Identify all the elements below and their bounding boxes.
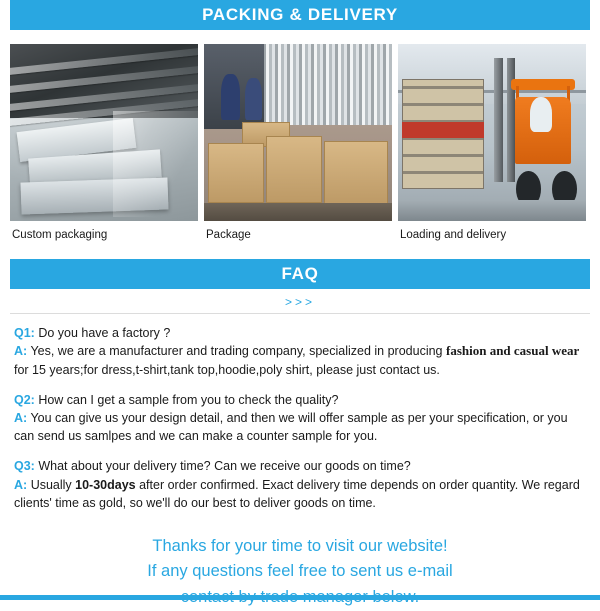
faq-answer	[14, 342, 586, 379]
bottom-accent-bar	[0, 595, 600, 600]
photo2-worker	[245, 78, 262, 120]
faq-arrows-decoration: >>>	[284, 295, 316, 309]
packing-delivery-title: PACKING & DELIVERY	[202, 5, 398, 24]
photo-package	[204, 44, 392, 221]
faq-answer-text-part: after order confirmed. Exact delivery time depends on order quantity. We regard clients' time as gold, so we'll do our best to deliver goods on time.	[14, 477, 580, 510]
banner-left-edge	[0, 0, 10, 30]
faq-answer-tag: A:	[14, 344, 28, 359]
photo-caption-loading-delivery: Loading and delivery	[400, 229, 507, 241]
faq-banner-right-edge	[590, 259, 600, 289]
photo2-carton	[266, 136, 322, 203]
photo3-forklift-mast	[494, 58, 503, 182]
faq-answer-tag: A:	[14, 411, 28, 426]
packing-delivery-banner	[0, 0, 600, 30]
photo2-worker	[221, 74, 240, 120]
photo2-hanging-clothes	[260, 44, 392, 125]
photo3-red-band	[402, 122, 485, 138]
faq-answer-text-part: Usually	[30, 477, 76, 492]
faq-item	[0, 324, 600, 391]
photo-caption-custom-packaging: Custom packaging	[12, 229, 108, 241]
photo3-forklift-mast	[507, 58, 515, 182]
faq-question	[14, 457, 586, 475]
photo3-forklift-roof	[511, 79, 575, 90]
photo1-highlight	[113, 111, 198, 217]
faq-title: FAQ	[281, 264, 319, 283]
faq-question-tag: Q2:	[14, 393, 35, 408]
packing-photo-row	[0, 30, 600, 241]
faq-answer-text-emphasis: fashion and casual wear	[445, 343, 580, 359]
photo-loading-delivery	[398, 44, 586, 221]
faq-question-tag: Q3:	[14, 459, 35, 474]
thanks-line-2: If any questions feel free to sent us e-mail	[147, 562, 453, 581]
photo2-carton	[324, 141, 388, 205]
faq-question-tag: Q1:	[14, 326, 35, 340]
photo-cell-custom-packaging	[10, 44, 198, 241]
faq-question-text: What about your delivery time? Can we receive our goods on time?	[38, 459, 411, 474]
faq-question-text: Do you have a factory ?	[38, 326, 171, 340]
photo2-floor	[204, 203, 392, 221]
faq-section	[0, 241, 600, 524]
photo3-driver	[530, 97, 553, 132]
photo-cell-loading-delivery	[398, 44, 586, 241]
banner-right-edge	[590, 0, 600, 30]
faq-item	[0, 391, 600, 457]
faq-answer	[14, 409, 586, 445]
faq-item	[0, 457, 600, 523]
photo3-ground	[398, 200, 586, 221]
faq-question-text: How can I get a sample from you to check the quality?	[38, 393, 339, 408]
faq-answer-text-part: for 15 years;for dress,t-shirt,tank top,hoodie,poly shirt, please just contact us.	[14, 362, 440, 377]
faq-answer-text-part: You can give us your design detail, and then we will offer sample as per your specification, or you can send us samlpes and we can make a counter sample for you.	[14, 411, 568, 444]
faq-question	[14, 324, 586, 342]
faq-answer-tag: A:	[14, 477, 28, 492]
faq-answer-text-part: Yes, we are a manufacturer and trading company, specialized in producing	[30, 344, 446, 359]
faq-question	[14, 391, 586, 409]
faq-answer	[14, 476, 586, 512]
photo-custom-packaging	[10, 44, 198, 221]
photo-cell-package	[204, 44, 392, 241]
photo-caption-package: Package	[206, 229, 251, 241]
faq-divider	[10, 313, 590, 314]
faq-banner	[0, 259, 600, 289]
thanks-line-1: Thanks for your time to visit our website!	[152, 536, 448, 555]
photo2-carton	[208, 143, 264, 203]
faq-banner-left-edge	[0, 259, 10, 289]
faq-answer-text-emphasis: 10-30days	[75, 477, 136, 492]
